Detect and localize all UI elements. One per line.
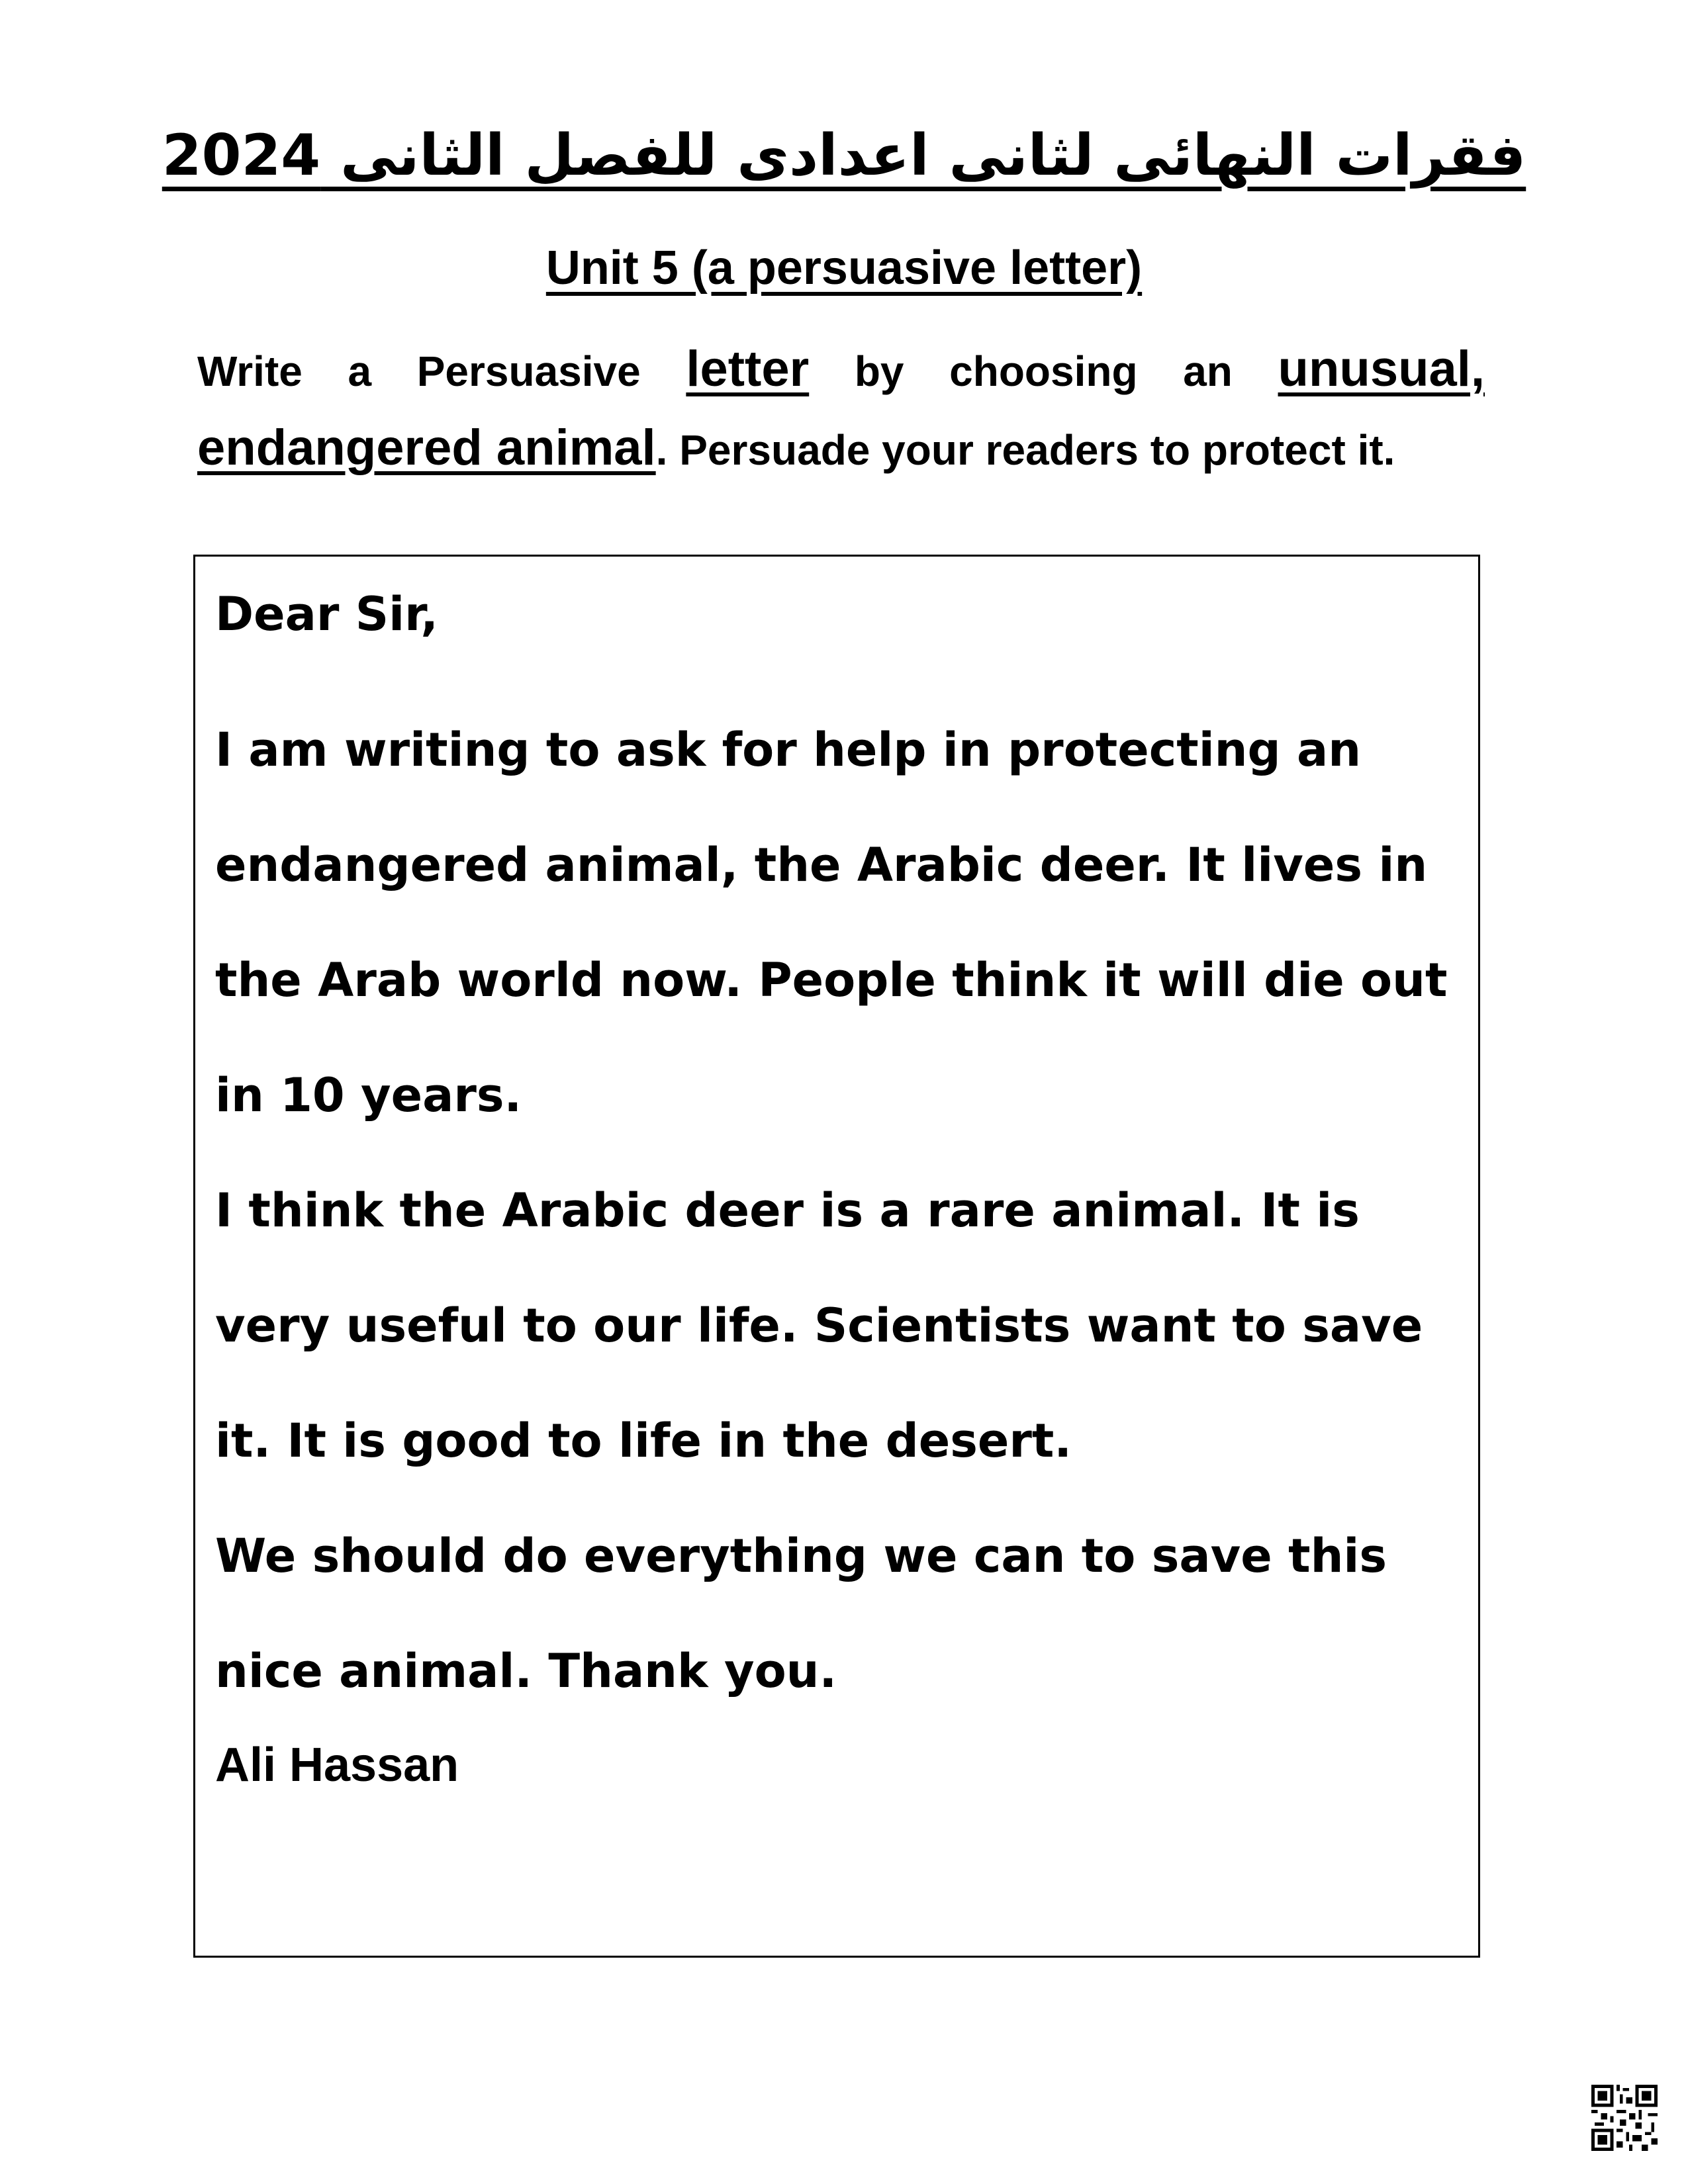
letter-paragraph-2: I think the Arabic deer is a rare animal. It is very useful to our life. Scientists want to save it. It is good to life in the desert. (215, 1183, 1423, 1468)
page-title (0, 113, 1688, 199)
letter-paragraph-1: I am writing to ask for help in protecting an endangered animal, the Arabic deer. It lives in the Arab world now. People think it will die out in 10 years. (215, 723, 1448, 1122)
instruction-emphasis-letter: letter (686, 341, 810, 397)
page-title-text: فقرات النهائى لثانى اعدادى للفصل الثانى 2024 (162, 122, 1526, 189)
instruction-emphasis-animal: unusual, endangered animal (197, 341, 1485, 476)
qr-code-icon (1591, 2085, 1658, 2151)
instruction-text (197, 331, 1485, 488)
letter-paragraph-3: We should do everything we can to save this nice animal. Thank you. (215, 1529, 1387, 1698)
unit-title (0, 238, 1688, 298)
unit-title-text: Unit 5 (a persuasive letter) (545, 242, 1143, 295)
letter-box (193, 555, 1480, 1958)
instruction-part-2: by choosing an (809, 347, 1278, 395)
instruction-part-1: Write a Persuasive (197, 347, 686, 395)
letter-body (215, 576, 1460, 1801)
letter-signature: Ali Hassan (215, 1739, 459, 1792)
instruction-part-3: . Persuade your readers to protect it. (655, 426, 1395, 474)
letter-salutation: Dear Sir, (215, 587, 438, 641)
